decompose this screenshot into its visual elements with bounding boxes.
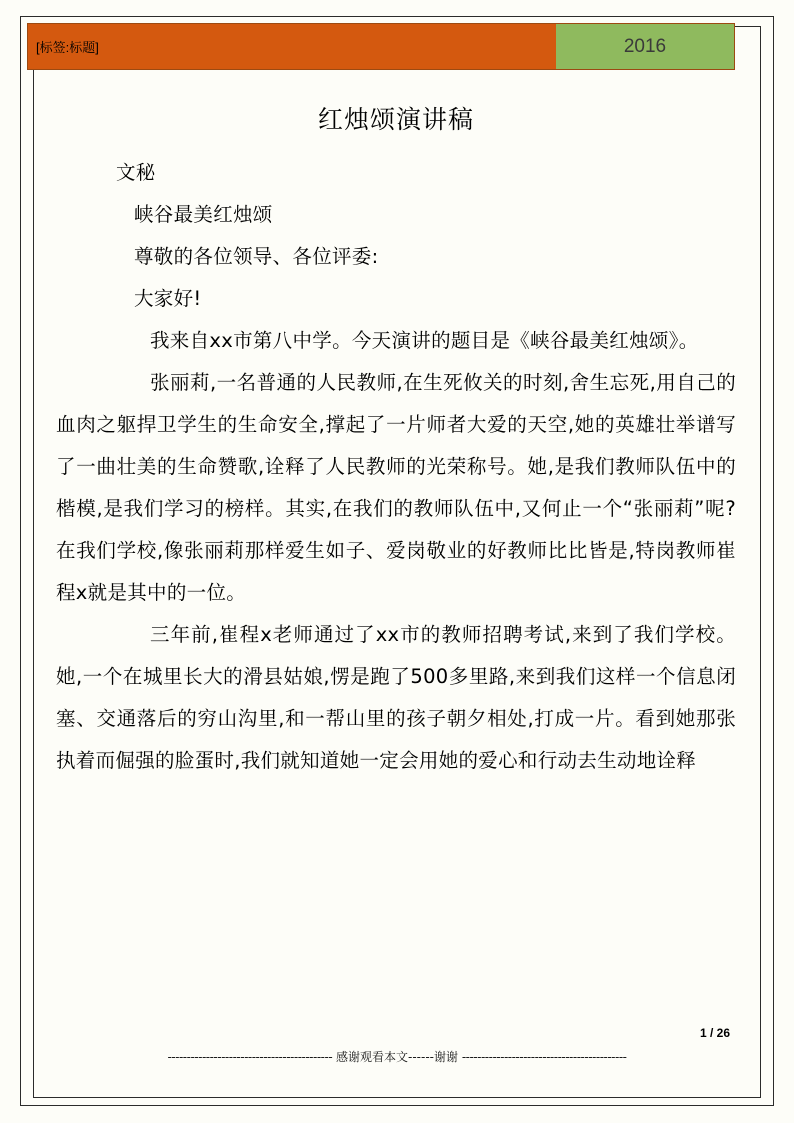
footer-dash-right: -------------------------------------------: [461, 1050, 627, 1064]
page-title: 红烛颂演讲稿: [317, 105, 474, 134]
document-tag-label: [标签:标题]: [36, 40, 99, 55]
paragraph: 大家好!: [134, 287, 202, 310]
document-body: [56, 90, 736, 782]
paragraph-list: [56, 152, 736, 782]
header-banner-left: [28, 24, 556, 69]
paragraph: 尊敬的各位领导、各位评委:: [134, 245, 379, 268]
header-year: 2016: [623, 35, 667, 57]
header-banner: [27, 23, 735, 70]
page-number: 1 / 26: [699, 1026, 730, 1040]
footer-note: [0, 1048, 794, 1065]
footer-dash-left: -------------------------------------------: [167, 1050, 333, 1064]
footer-note-text: 感谢观看本文------谢谢: [336, 1050, 458, 1064]
paragraph: 峡谷最美红烛颂: [134, 203, 273, 226]
paragraph: 我来自xx市第八中学。今天演讲的题目是《峡谷最美红烛颂》。: [150, 329, 699, 352]
header-banner-right: [556, 24, 734, 69]
paragraph: 文秘: [116, 161, 156, 184]
paragraph: 张丽莉,一名普通的人民教师,在生死攸关的时刻,舍生忘死,用自己的血肉之躯捍卫学生的生命安全,撑起了一片师者大爱的天空,她的英雄壮举谱写了一曲壮美的生命赞歌,诠释了人民教师的光荣称号。她,是我们教师队伍中的楷模,是我们学习的榜样。其实,在我们的教师队伍中,又何止一个“张丽莉”呢?在我们学校,像张丽莉那样爱生如子、爱岗敬业的好教师比比皆是,特岗教师崔程x就是其中的一位。: [56, 371, 736, 604]
paragraph: 三年前,崔程x老师通过了xx市的教师招聘考试,来到了我们学校。她,一个在城里长大的滑县姑娘,愣是跑了500多里路,来到我们这样一个信息闭塞、交通落后的穷山沟里,和一帮山里的孩子朝夕相处,打成一片。看到她那张执着而倔强的脸蛋时,我们就知道她一定会用她的爱心和行动去生动地诠释: [56, 623, 736, 772]
